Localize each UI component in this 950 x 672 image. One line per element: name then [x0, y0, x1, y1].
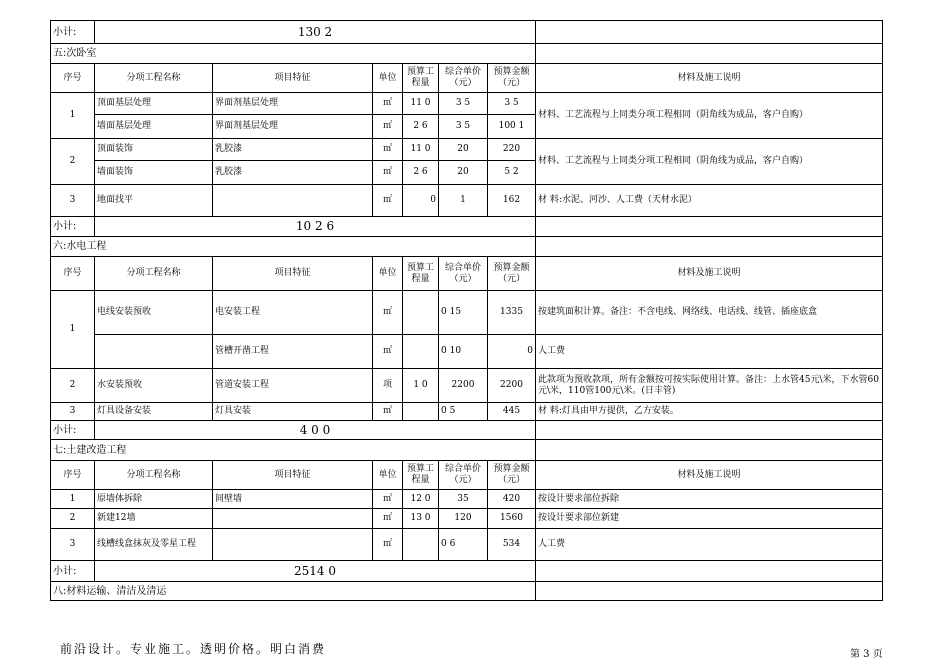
item-desc: 材料、工艺流程与上同类分项工程相同（阴角线为成品，客户自购） [536, 139, 883, 185]
section-title: 八:材料运输、清洁及清运 [51, 582, 536, 601]
item-unit: ㎡ [373, 335, 403, 369]
item-desc: 材 料:灯具由甲方提供，乙方安装。 [536, 403, 883, 421]
section-title-row [51, 237, 883, 257]
header-feature: 项目特征 [213, 64, 373, 93]
item-amount: 5 2 [488, 161, 536, 185]
empty-cell [536, 237, 883, 257]
header-qty: 预算工程量 [403, 461, 439, 490]
item-feature: 管槽开凿工程 [213, 335, 373, 369]
item-name: 灯具设备安装 [95, 403, 213, 421]
item-unit: ㎡ [373, 509, 403, 529]
item-name: 新建12墙 [95, 509, 213, 529]
subtotal-row [51, 21, 883, 44]
item-qty: 11 0 [403, 139, 439, 161]
quotation-table [50, 20, 883, 601]
item-feature: 管道安装工程 [213, 369, 373, 403]
table-row [51, 369, 883, 403]
header-no: 序号 [51, 64, 95, 93]
subtotal-label: 小计: [51, 421, 95, 440]
item-name [95, 335, 213, 369]
item-feature: 电安装工程 [213, 291, 373, 335]
item-name: 水安装预收 [95, 369, 213, 403]
item-qty: 2 6 [403, 115, 439, 139]
item-unit: ㎡ [373, 185, 403, 217]
item-unit: 项 [373, 369, 403, 403]
item-amount: 534 [488, 529, 536, 561]
header-qty: 预算工程量 [403, 64, 439, 93]
item-name: 原墙体拆除 [95, 490, 213, 509]
item-unit: ㎡ [373, 139, 403, 161]
header-qty: 预算工程量 [403, 257, 439, 291]
empty-cell [536, 582, 883, 601]
empty-cell [536, 44, 883, 64]
header-desc: 材料及施工说明 [536, 64, 883, 93]
empty-cell [536, 21, 883, 44]
item-amount: 445 [488, 403, 536, 421]
row-no: 1 [51, 490, 95, 509]
row-no: 1 [51, 93, 95, 139]
item-amount: 420 [488, 490, 536, 509]
item-desc: 材料、工艺流程与上同类分项工程相同（阴角线为成品，客户自购） [536, 93, 883, 139]
table-row [51, 185, 883, 217]
item-qty: 13 0 [403, 509, 439, 529]
header-unit: 单位 [373, 64, 403, 93]
item-feature: 乳胶漆 [213, 139, 373, 161]
item-feature: 间壁墙 [213, 490, 373, 509]
item-price: 3 5 [439, 93, 488, 115]
table-row [51, 403, 883, 421]
header-price: 综合单价（元） [439, 461, 488, 490]
item-name: 墙面基层处理 [95, 115, 213, 139]
header-unit: 单位 [373, 461, 403, 490]
item-unit: ㎡ [373, 115, 403, 139]
header-no: 序号 [51, 461, 95, 490]
row-no: 2 [51, 369, 95, 403]
item-amount: 220 [488, 139, 536, 161]
item-price: 20 [439, 161, 488, 185]
row-no: 2 [51, 509, 95, 529]
subtotal-row [51, 421, 883, 440]
table-row [51, 529, 883, 561]
item-name: 墙面装饰 [95, 161, 213, 185]
header-row [51, 257, 883, 291]
section-title-row [51, 582, 883, 601]
section-title: 五:次卧室 [51, 44, 536, 64]
item-price: 0 10 [439, 335, 488, 369]
item-amount: 3 5 [488, 93, 536, 115]
section-title-row [51, 440, 883, 461]
item-feature: 界面剂基层处理 [213, 115, 373, 139]
header-amount: 预算金额（元） [488, 257, 536, 291]
section-title: 七:土建改造工程 [51, 440, 536, 461]
subtotal-row [51, 561, 883, 582]
item-feature [213, 509, 373, 529]
header-row [51, 64, 883, 93]
item-desc: 按建筑面积计算。备注：不含电线、网络线、电话线、线管、插座底盒 [536, 291, 883, 335]
item-qty: 2 6 [403, 161, 439, 185]
row-no: 1 [51, 291, 95, 369]
subtotal-label: 小计: [51, 217, 95, 237]
table-row [51, 139, 883, 161]
item-feature: 灯具安装 [213, 403, 373, 421]
row-no: 3 [51, 185, 95, 217]
item-desc: 人工费 [536, 529, 883, 561]
header-name: 分项工程名称 [95, 461, 213, 490]
header-row [51, 461, 883, 490]
item-unit: ㎡ [373, 490, 403, 509]
row-no: 3 [51, 529, 95, 561]
row-no: 3 [51, 403, 95, 421]
header-name: 分项工程名称 [95, 257, 213, 291]
item-price: 20 [439, 139, 488, 161]
item-amount: 1335 [488, 291, 536, 335]
subtotal-value: 10 2 6 [95, 217, 536, 237]
item-qty: 11 0 [403, 93, 439, 115]
empty-cell [536, 561, 883, 582]
item-name: 顶面装饰 [95, 139, 213, 161]
table-row [51, 291, 883, 335]
item-qty [403, 291, 439, 335]
header-amount: 预算金额（元） [488, 64, 536, 93]
subtotal-label: 小计: [51, 21, 95, 44]
table-row [51, 509, 883, 529]
item-price: 120 [439, 509, 488, 529]
item-price: 0 6 [439, 529, 488, 561]
item-feature: 乳胶漆 [213, 161, 373, 185]
item-name: 地面找平 [95, 185, 213, 217]
header-feature: 项目特征 [213, 257, 373, 291]
item-desc: 此款项为预收款项，所有金额按可按实际使用计算。备注：上水管45元\米，下水管60元\米，110管100元\米。(日丰管) [536, 369, 883, 403]
subtotal-row [51, 217, 883, 237]
section-title-row [51, 44, 883, 64]
item-feature: 界面剂基层处理 [213, 93, 373, 115]
item-qty: 12 0 [403, 490, 439, 509]
item-qty [403, 403, 439, 421]
empty-cell [536, 217, 883, 237]
header-amount: 预算金额（元） [488, 461, 536, 490]
footer-slogan: 前沿设计。专业施工。透明价格。明白消费 [60, 642, 327, 656]
header-desc: 材料及施工说明 [536, 461, 883, 490]
item-unit: ㎡ [373, 291, 403, 335]
item-desc: 人工费 [536, 335, 883, 369]
item-price: 1 [439, 185, 488, 217]
header-feature: 项目特征 [213, 461, 373, 490]
subtotal-value: 130 2 [95, 21, 536, 44]
item-name: 线槽线盒抹灰及零星工程 [95, 529, 213, 561]
item-amount: 1560 [488, 509, 536, 529]
item-qty: 1 0 [403, 369, 439, 403]
header-name: 分项工程名称 [95, 64, 213, 93]
item-qty [403, 335, 439, 369]
table-row [51, 93, 883, 115]
item-feature [213, 185, 373, 217]
header-unit: 单位 [373, 257, 403, 291]
item-price: 2200 [439, 369, 488, 403]
item-amount: 2200 [488, 369, 536, 403]
item-price: 3 5 [439, 115, 488, 139]
header-no: 序号 [51, 257, 95, 291]
item-unit: ㎡ [373, 403, 403, 421]
item-price: 35 [439, 490, 488, 509]
item-amount: 0 [488, 335, 536, 369]
header-price: 综合单价（元） [439, 257, 488, 291]
item-name: 顶面基层处理 [95, 93, 213, 115]
page-number: 第 3 页 [850, 649, 883, 660]
table-row [51, 335, 883, 369]
item-name: 电线安装预收 [95, 291, 213, 335]
item-desc: 材 料:水泥、河沙、人工费（天材水泥） [536, 185, 883, 217]
item-price: 0 5 [439, 403, 488, 421]
item-feature [213, 529, 373, 561]
item-unit: ㎡ [373, 529, 403, 561]
subtotal-value: 2514 0 [95, 561, 536, 582]
subtotal-label: 小计: [51, 561, 95, 582]
header-desc: 材料及施工说明 [536, 257, 883, 291]
item-price: 0 15 [439, 291, 488, 335]
item-desc: 按设计要求部位拆除 [536, 490, 883, 509]
item-unit: ㎡ [373, 93, 403, 115]
row-no: 2 [51, 139, 95, 185]
item-qty: 0 [403, 185, 439, 217]
item-desc: 按设计要求部位新建 [536, 509, 883, 529]
item-amount: 162 [488, 185, 536, 217]
item-unit: ㎡ [373, 161, 403, 185]
empty-cell [536, 421, 883, 440]
table-row [51, 490, 883, 509]
subtotal-value: 4 0 0 [95, 421, 536, 440]
empty-cell [536, 440, 883, 461]
item-qty [403, 529, 439, 561]
section-title: 六:水电工程 [51, 237, 536, 257]
header-price: 综合单价（元） [439, 64, 488, 93]
item-amount: 100 1 [488, 115, 536, 139]
